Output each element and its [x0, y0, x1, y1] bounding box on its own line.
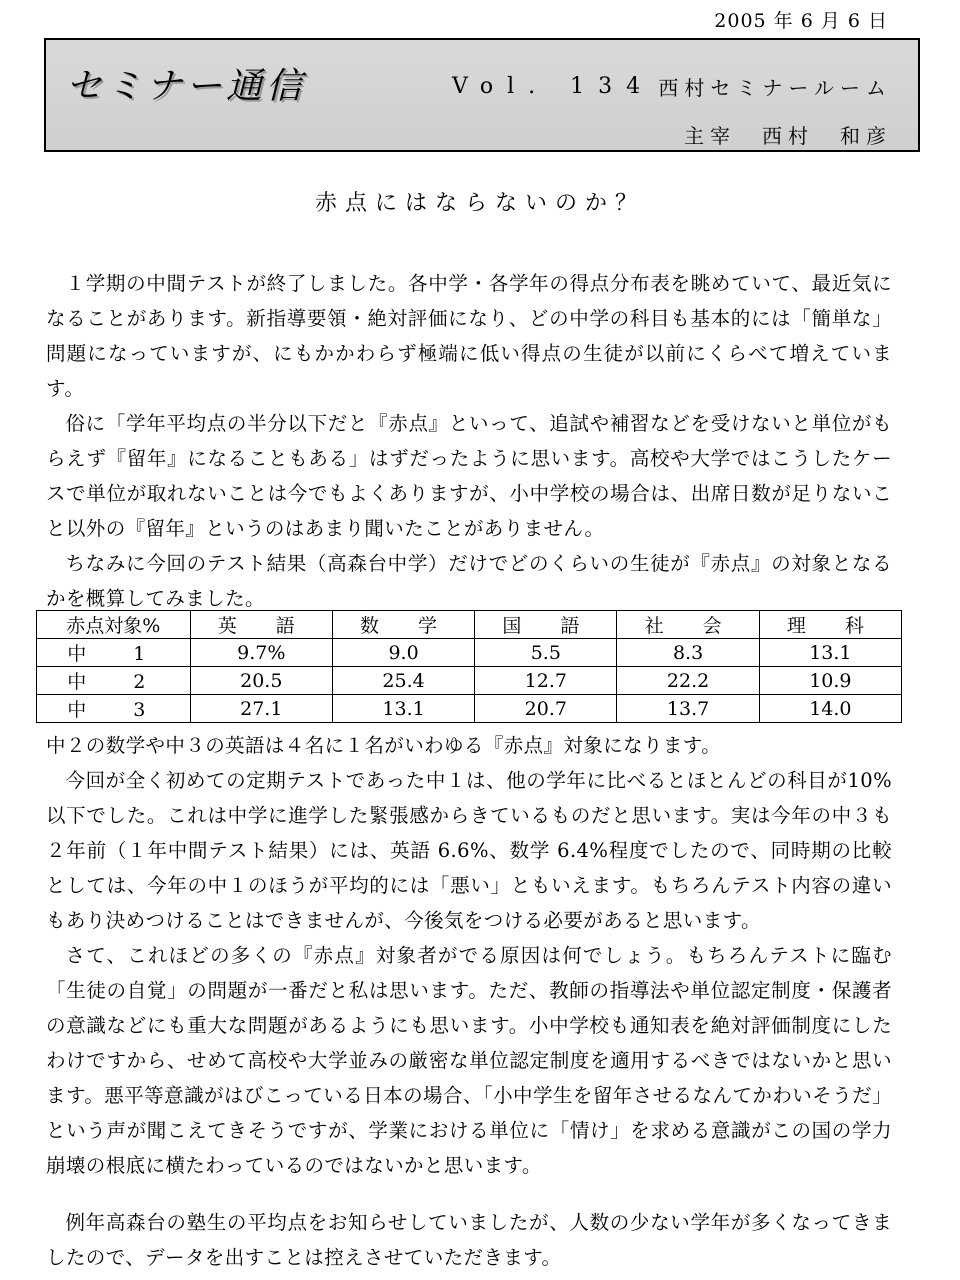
table-row — [37, 667, 902, 695]
paragraph: １学期の中間テストが終了しました。各中学・各学年の得点分布表を眺めていて、最近気になることがあります。新指導要領・絶対評価になり、どの中学の科目も基本的には「簡単な」問題になっていますが、にもかかわらず極端に低い得点の生徒が以前にくらべて増えています。 — [46, 272, 892, 400]
table-cell: 20.7 — [475, 695, 617, 723]
table-cell: 9.7% — [190, 639, 332, 667]
closing-note — [46, 1205, 892, 1275]
host-name: 主宰 西村 和彦 — [684, 124, 892, 148]
newsletter-header — [44, 38, 920, 152]
paragraph: 今回が全く初めての定期テストであった中１は、他の学年に比べるとほとんどの科目が10%以下でした。これは中学に進学した緊張感からきているものだと思います。実は今年の中３も２年前（１年中間テスト結果）には、英語 6.6%、数学 6.4%程度でしたので、同時期の比較としては、今年の中１のほうが平均的には「悪い」ともいえます。もちろんテスト内容の違いもあり決めつけることはできませんが、今後気をつける必要があると思います。 — [46, 769, 892, 932]
row-label: 中 2 — [37, 667, 191, 695]
table-row — [37, 695, 902, 723]
paragraph: 例年高森台の塾生の平均点をお知らせしていましたが、人数の少ない学年が多くなってきましたので、データを出すことは控えさせていただきます。 — [46, 1211, 892, 1269]
article-body — [46, 728, 892, 1183]
issue-date: 2005 年 6 月 6 日 — [714, 10, 888, 32]
table-row — [37, 639, 902, 667]
table-cell: 13.1 — [332, 695, 474, 723]
table-cell: 22.2 — [617, 667, 759, 695]
article-intro — [46, 266, 892, 616]
table-cell: 5.5 — [475, 639, 617, 667]
volume-number: Vol. 134 — [452, 74, 655, 99]
table-cell: 12.7 — [475, 667, 617, 695]
paragraph: 俗に「学年平均点の半分以下だと『赤点』といって、追試や補習などを受けないと単位がもらえず『留年』になることもある」はずだったように思います。高校や大学ではこうしたケースで単位が取れないことは今でもよくありますが、小中学校の場合は、出席日数が足りないこと以外の『留年』というのはあまり聞いたことがありません。 — [46, 412, 892, 540]
paragraph: ちなみに今回のテスト結果（高森台中学）だけでどのくらいの生徒が『赤点』の対象となるかを概算してみました。 — [46, 552, 892, 610]
row-label: 中 1 — [37, 639, 191, 667]
column-header: 赤点対象% — [37, 611, 191, 639]
table-cell: 25.4 — [332, 667, 474, 695]
table-header-row — [37, 611, 902, 639]
paragraph: 中２の数学や中３の英語は４名に１名がいわゆる『赤点』対象になります。 — [46, 734, 722, 757]
table-cell: 20.5 — [190, 667, 332, 695]
organization-name: 西村セミナールーム — [658, 76, 892, 100]
column-header: 社 会 — [617, 611, 759, 639]
table-cell: 9.0 — [332, 639, 474, 667]
table-cell: 27.1 — [190, 695, 332, 723]
article-headline: 赤点にはならないのか？ — [314, 191, 645, 216]
table-cell: 13.1 — [759, 639, 901, 667]
table-cell: 10.9 — [759, 667, 901, 695]
row-label: 中 3 — [37, 695, 191, 723]
table-cell: 14.0 — [759, 695, 901, 723]
paragraph: さて、これほどの多くの『赤点』対象者がでる原因は何でしょう。もちろんテストに臨む「生徒の自覚」の問題が一番だと私は思います。ただ、教師の指導法や単位認定制度・保護者の意識などにも重大な問題があるようにも思います。小中学校も通知表を絶対評価制度にしたわけですから、せめて高校や大学並みの厳密な単位認定制度を適用するべきではないかと思います。悪平等意識がはびこっている日本の場合、「小中学生を留年させるなんてかわいそうだ」という声が聞こえてきそうですが、学業における単位に「情け」を求める意識がこの国の学力崩壊の根底に横たわっているのではないかと思います。 — [46, 944, 892, 1177]
column-header: 英 語 — [190, 611, 332, 639]
newsletter-title: セミナー通信 — [66, 66, 307, 107]
table-cell: 13.7 — [617, 695, 759, 723]
table-cell: 8.3 — [617, 639, 759, 667]
column-header: 理 科 — [759, 611, 901, 639]
failing-rate-table — [36, 610, 902, 723]
column-header: 数 学 — [332, 611, 474, 639]
column-header: 国 語 — [475, 611, 617, 639]
